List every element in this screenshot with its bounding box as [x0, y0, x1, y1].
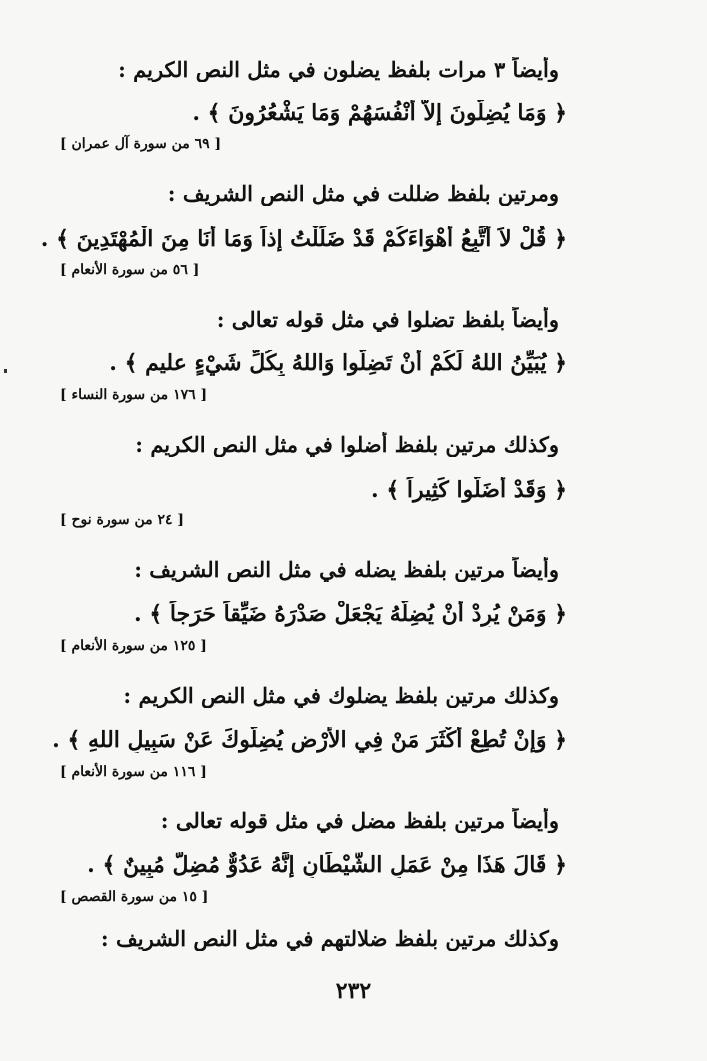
verse-line-6: ﴿ وَإِنْ تُطِعْ أَكْثَرَ مَنْ فِي الأَرْضِ يُضِلُّوكَ عَنْ سَبِيلِ اللهِ ﴾ . — [52, 727, 567, 753]
page-number: ٢٣٢ — [335, 978, 372, 1004]
verse-reference-3: [ ١٧٦ من سورة النساء ] — [60, 387, 208, 403]
intro-line-7: وأيضاً مرتين بلفظ مضل في مثل قوله تعالى : — [160, 808, 559, 833]
intro-line-4: وكذلك مرتين بلفظ أضلوا في مثل النص الكريم : — [135, 432, 559, 457]
verse-reference-1: [ ٦٩ من سورة آل عمران ] — [60, 136, 222, 152]
verse-line-1: ﴿ وَمَا يُضِلُّونَ إِلاَّ أَنْفُسَهُمْ وَمَا يَشْعُرُونَ ﴾ . — [192, 100, 567, 126]
verse-line-7: ﴿ قَالَ هَذَا مِنْ عَمَلِ الشَّيْطَانِ إِنَّهُ عَدُوٌّ مُضِلٌّ مُبِينٌ ﴾ . — [87, 852, 567, 878]
scan-mark — [4, 369, 7, 373]
verse-reference-7: [ ١٥ من سورة القصص ] — [60, 889, 209, 905]
verse-reference-6: [ ١١٦ من سورة الأنعام ] — [60, 764, 207, 780]
verse-reference-2: [ ٥٦ من سورة الأنعام ] — [60, 262, 200, 278]
intro-line-1: وأيضاً ٣ مرات بلفظ يضلون في مثل النص الكريم : — [118, 57, 559, 82]
verse-line-5: ﴿ وَمَنْ يُرِدْ أَنْ يُضِلَّهُ يَجْعَلْ صَدْرَهُ ضَيِّقاً حَرَجاً ﴾ . — [134, 601, 567, 627]
verse-reference-5: [ ١٢٥ من سورة الأنعام ] — [60, 638, 207, 654]
verse-line-4: ﴿ وَقَدْ أَضَلُّوا كَثِيراً ﴾ . — [371, 477, 567, 503]
intro-line-2: ومرتين بلفظ ضللت في مثل النص الشريف : — [167, 181, 559, 206]
verse-line-3: ﴿ يُبَيِّنُ اللهُ لَكُمْ أَنْ تَضِلُّوا وَاللهُ بِكُلِّ شَيْءٍ عليم ﴾ . — [109, 350, 567, 376]
intro-line-5: وأيضاً مرتين بلفظ يضله في مثل النص الشريف : — [134, 557, 559, 582]
intro-line-6: وكذلك مرتين بلفظ يضلوك في مثل النص الكريم : — [123, 683, 559, 708]
verse-line-2: ﴿ قُلْ لاَ أَتَّبِعُ أَهْوَاءَكُمْ قَدْ ضَلَلْتُ إِذاً وَمَا أَنَا مِنَ الْمُهْتَدِينَ ﴾ . — [40, 226, 567, 252]
verse-reference-4: [ ٢٤ من سورة نوح ] — [60, 512, 185, 528]
intro-line-3: وأيضاً بلفظ تضلوا في مثل قوله تعالى : — [216, 307, 559, 332]
final-intro-line: وكذلك مرتين بلفظ ضلالتهم في مثل النص الشريف : — [100, 926, 559, 951]
